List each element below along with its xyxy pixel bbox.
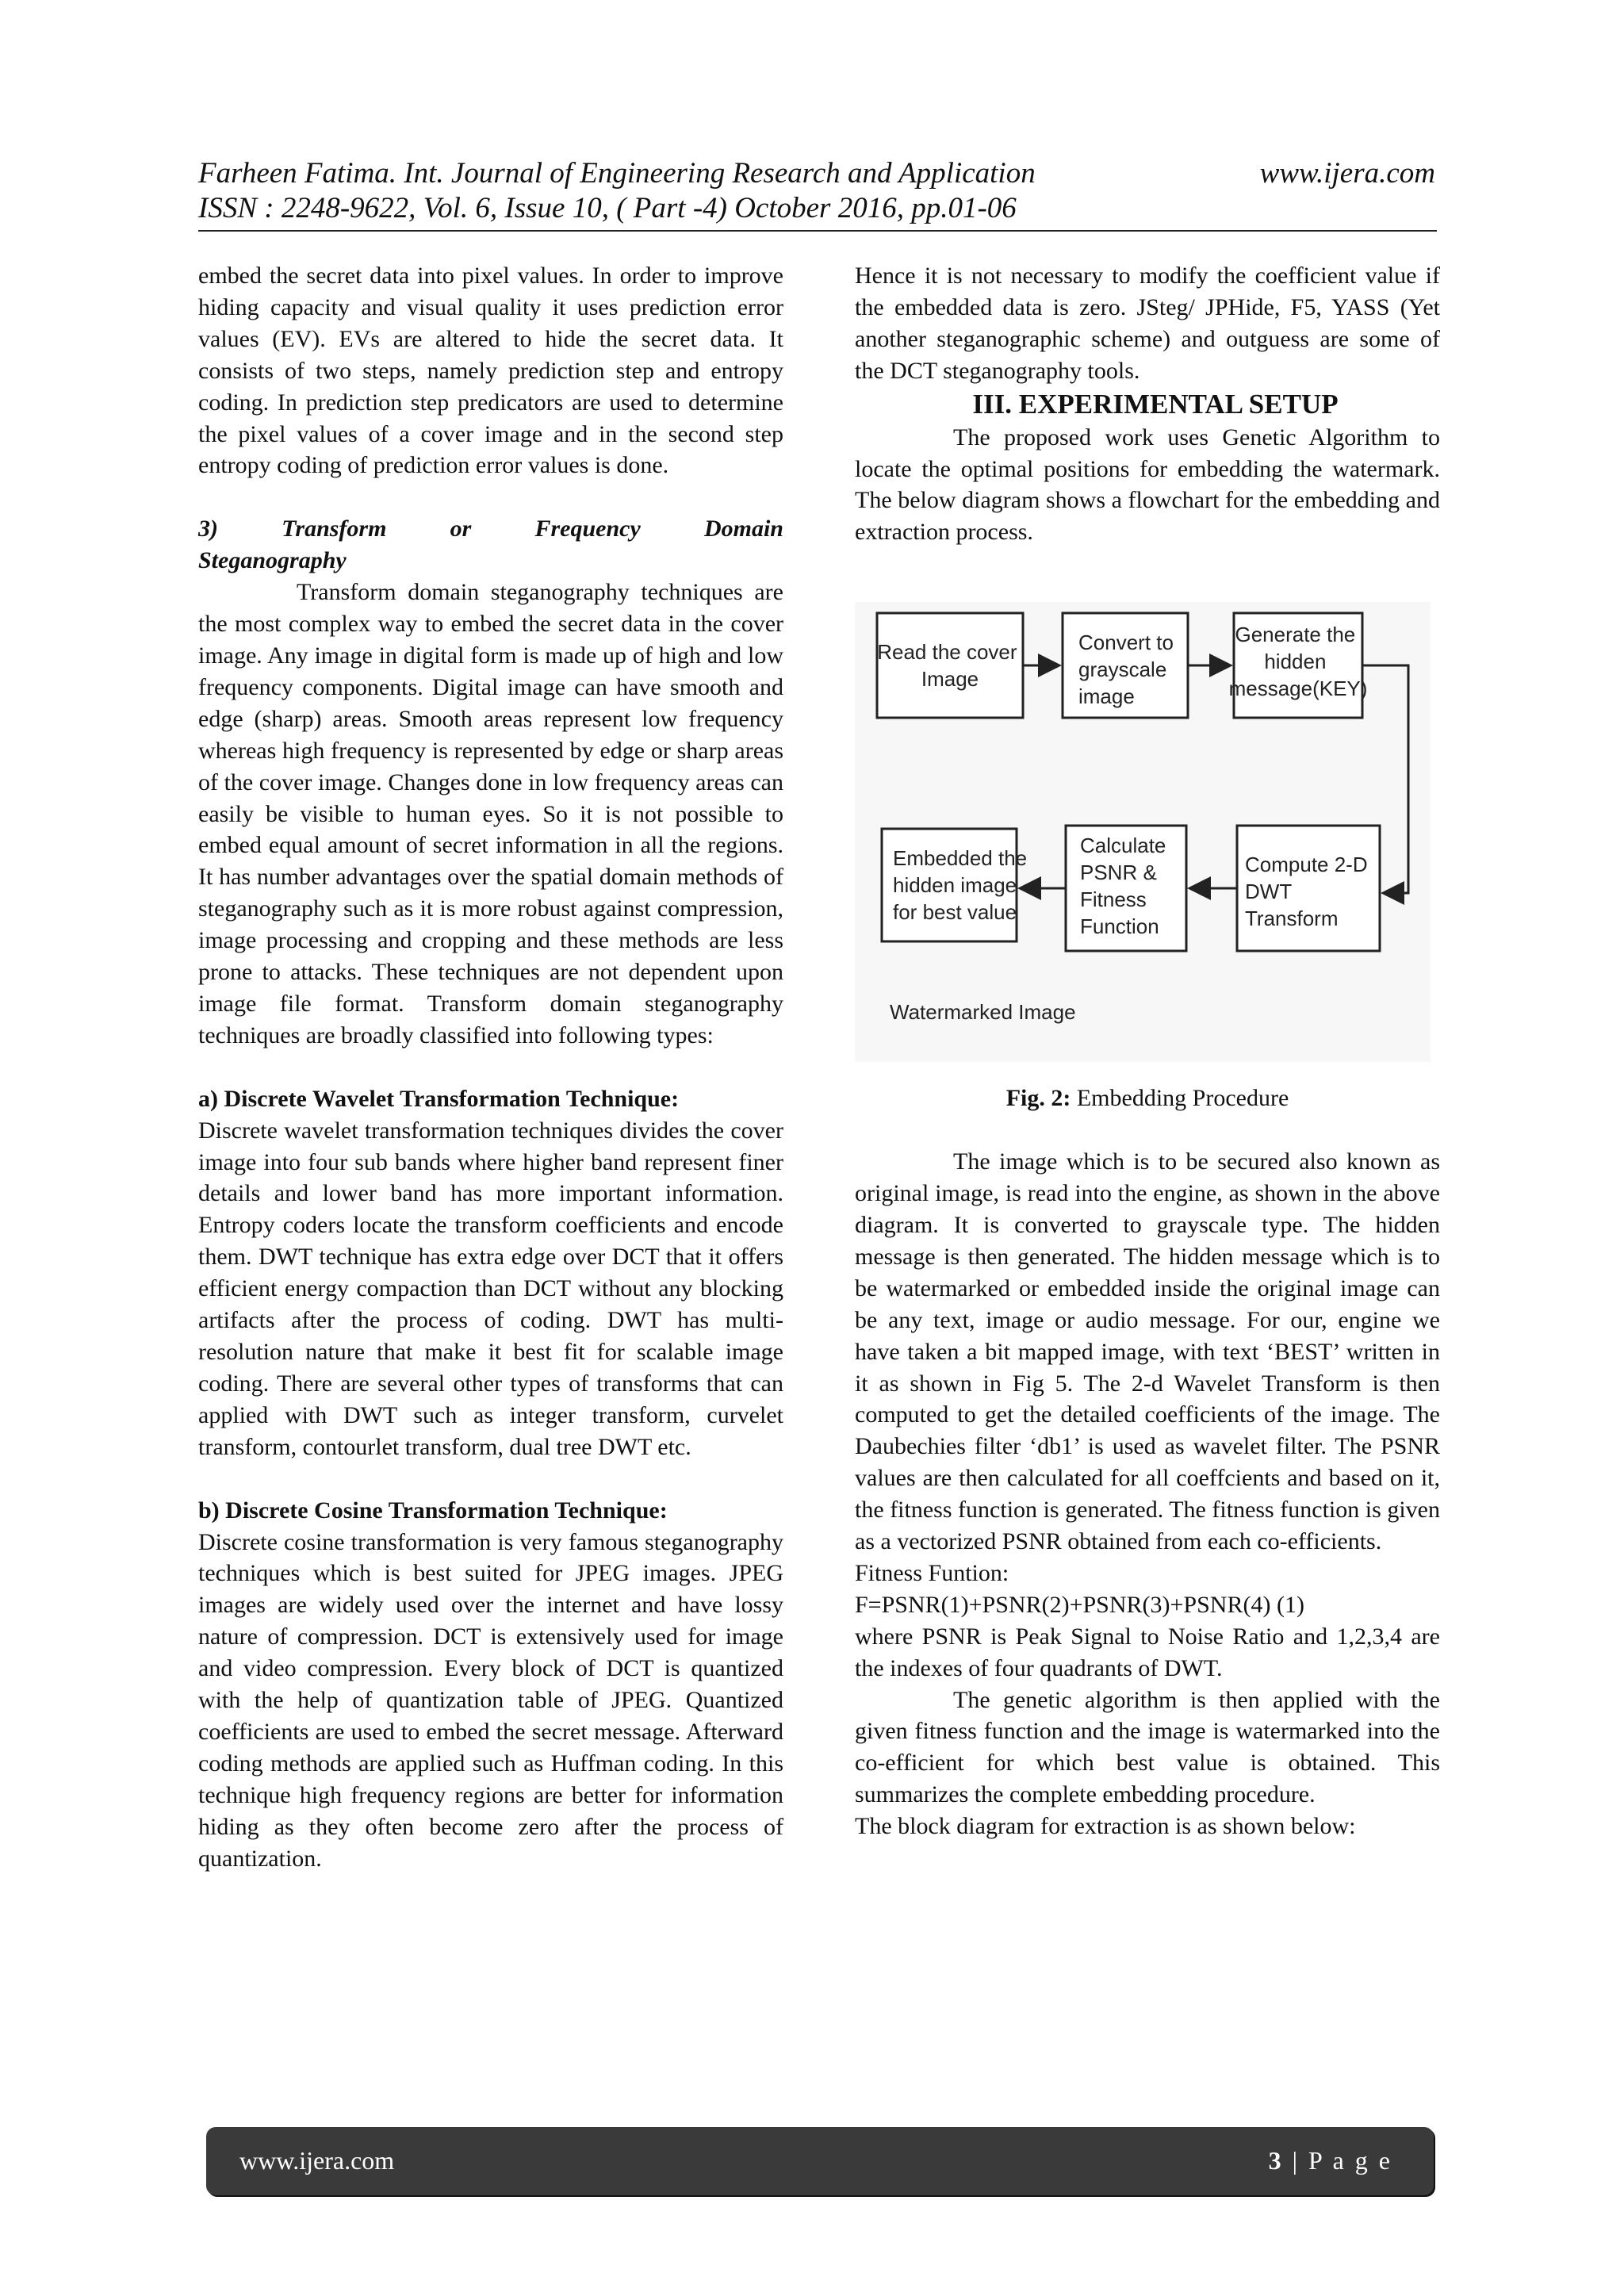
running-header (198, 155, 1437, 232)
watermarked-image-label: Watermarked Image (890, 1000, 1076, 1025)
paragraph: Discrete wavelet transformation techniques divides the cover image into four sub bands where higher band represent finer details and lower band has more important information. Entropy coders locate the transform coefficients and encode them. DWT technique has extra edge over DCT that it offers efficient energy compaction than DCT without any blocking artifacts after the process of coding. DWT has multi-resolution nature that make it best fit for scalable image coding. There are several other types of transforms that can applied with DWT such as integer transform, curvelet transform, contourlet transform, dual tree DWT etc. (198, 1117, 783, 1460)
equation-1: F=PSNR(1)+PSNR(2)+PSNR(3)+PSNR(4) (1) (855, 1591, 1304, 1618)
right-column (855, 260, 1440, 1842)
paragraph: Discrete cosine transformation is very famous steganography techniques which is best suited for JPEG images. JPEG images are widely used over the internet and have lossy nature of compression. DCT is extensively used for image and video compression. Every block of DCT is quantized with the help of quantization table of JPEG. Quantized coefficients are used to embed the secret message. Afterward coding methods are applied such as Huffman coding. In this technique high frequency regions are better for information hiding as they often become zero after the process of quantization. (198, 1528, 783, 1872)
paragraph: The image which is to be secured also known as original image, is read into the engine, as shown in the above diagram. It is converted to grayscale type. The hidden message is then generated. The hidden message which is to be watermarked or embedded inside the original image can be any text, image or audio message. For our, engine we have taken a bit mapped image, with text ‘BEST’ written in it as shown in Fig 5. The 2-d Wavelet Transform is then computed to get the detailed coefficients of the image. The Daubechies filter ‘db1’ is used as wavelet filter. The PSNR values are then calculated for all coeffcients and based on it, the fitness function is generated. The fitness function is given as a vectorized PSNR obtained from each co-efficients. (855, 1148, 1440, 1555)
issn-line: ISSN : 2248-9622, Vol. 6, Issue 10, ( Part -4) October 2016, pp.01-06 (198, 192, 1017, 224)
footer-url[interactable]: www.ijera.com (239, 2146, 395, 2175)
paragraph: Transform domain steganography techniques are the most complex way to embed the secret data in the cover image. Any image in digital form is made up of high and low frequency components. Digital image can have smooth and edge (sharp) areas. Smooth areas represent low frequency whereas high frequency is represented by edge or sharp areas of the cover image. Changes done in low frequency areas can easily be visible to human eyes. So it is not possible to embed equal amount of secret information in all the regions. It has number advantages over the spatial domain methods of steganography such as it is more robust against compression, image processing and cropping and these methods are less prone to attacks. These techniques are not dependent upon image file format. Transform domain steganography techniques are broadly classified into following types: (198, 579, 783, 1048)
subsection-heading-dwt: a) Discrete Wavelet Transformation Technique: (198, 1085, 680, 1112)
paragraph: Hence it is not necessary to modify the coefficient value if the embedded data is zero. JSteg/ JPHide, F5, YASS (Yet another steganographic scheme) and outguess are some of the DCT steganography tools. (855, 263, 1440, 384)
subsection-heading-dct: b) Discrete Cosine Transformation Technique: (198, 1497, 668, 1524)
subsection-heading: 3) Transform or Frequency Domain (198, 516, 783, 542)
page-number (1269, 2145, 1392, 2176)
paragraph: The genetic algorithm is then applied with the given fitness function and the image is watermarked into the co-efficient for which best value is obtained. This summarizes the complete embedding procedure. (855, 1686, 1440, 1808)
journal-citation: Farheen Fatima. Int. Journal of Engineering Research and Application (198, 157, 1036, 190)
figure-caption (855, 1083, 1440, 1114)
paragraph: The block diagram for extraction is as shown below: (855, 1813, 1356, 1840)
page-footer (206, 2127, 1434, 2195)
paragraph: embed the secret data into pixel values. In order to improve hiding capacity and visual quality it uses prediction error values (EV). EVs are altered to hide the secret data. It consists of two steps, namely prediction step and entropy coding. In prediction step predicators are used to determine the pixel values of a cover image and in the second step entropy coding of prediction error values is done. (198, 263, 783, 479)
caption-text: Embedding Procedure (1071, 1085, 1289, 1112)
paragraph: where PSNR is Peak Signal to Noise Ratio and 1,2,3,4 are the indexes of four quadrants of DWT. (855, 1623, 1440, 1681)
box-dwt-label: Compute 2-D DWT Transform (1245, 853, 1368, 931)
flowchart-figure (855, 602, 1431, 1062)
subsection-heading-cont: Steganography (198, 547, 347, 574)
box-read-label: Read the cover Image (877, 640, 1017, 692)
caption-label: Fig. 2: (1005, 1085, 1071, 1112)
paragraph: The proposed work uses Genetic Algorithm to locate the optimal positions for embedding the watermark. The below diagram shows a flowchart for the embedding and extraction process. (855, 424, 1440, 546)
flowchart-diagram (855, 602, 1431, 1062)
page-label: | P a g e (1283, 2146, 1392, 2175)
box-embed-label: Embedded the hidden image for best value (893, 846, 1028, 925)
box-generate-label: Generate the hidden message(KEY) (1228, 623, 1368, 701)
page-number-value: 3 (1268, 2146, 1284, 2175)
journal-url[interactable]: www.ijera.com (1259, 157, 1435, 190)
box-psnr-label: Calculate PSNR & Fitness Function (1080, 834, 1166, 939)
left-column (198, 260, 783, 1875)
fitness-function-label: Fitness Funtion: (855, 1559, 1009, 1586)
box-gray-label: Convert to grayscale image (1078, 631, 1174, 709)
section-heading: III. EXPERIMENTAL SETUP (972, 388, 1339, 420)
flow-box-read (877, 613, 1023, 718)
